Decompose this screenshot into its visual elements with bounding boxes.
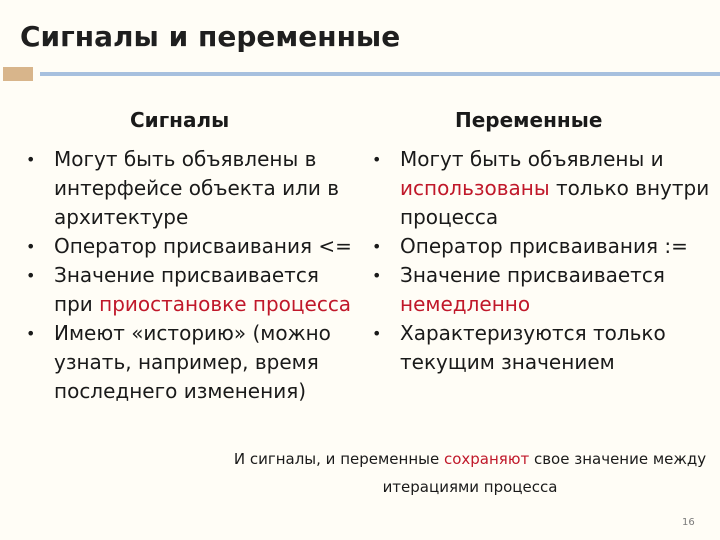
variables-item-text: Могут быть объявлены и — [400, 147, 664, 171]
variables-column — [372, 145, 712, 377]
bullet-icon: • — [372, 266, 382, 285]
bullet-icon: • — [26, 237, 36, 256]
variables-item-text: Значение присваивается — [400, 263, 665, 287]
variables-item-highlight: использованы — [400, 176, 550, 200]
footer-note — [230, 445, 710, 501]
variables-item-text-tail: только внутри процесса — [400, 176, 710, 229]
variables-heading: Переменные — [455, 108, 603, 132]
signals-item-text: Оператор присваивания <= — [54, 234, 352, 258]
variables-item — [372, 319, 712, 377]
variables-item-text: Характеризуются только текущим значением — [400, 321, 666, 374]
signals-item-text: Значение присваивается при — [54, 263, 319, 316]
bullet-icon: • — [372, 150, 382, 169]
title-accent-square — [3, 67, 33, 81]
signals-item-text: Имеют «историю» (можно узнать, например, время последнего изменения) — [54, 321, 331, 403]
bullet-icon: • — [26, 150, 36, 169]
footer-highlight: сохраняют — [443, 450, 530, 468]
signals-item-highlight: приостановке процесса — [99, 292, 352, 316]
bullet-icon: • — [26, 266, 36, 285]
variables-item — [372, 232, 712, 261]
bullet-icon: • — [372, 324, 382, 343]
variables-item-highlight: немедленно — [400, 292, 531, 316]
bullet-icon: • — [26, 324, 36, 343]
signals-item — [26, 232, 361, 261]
bullet-icon: • — [372, 237, 382, 256]
variables-item — [372, 145, 712, 232]
slide-title: Сигналы и переменные — [20, 20, 401, 53]
signals-item — [26, 319, 361, 406]
variables-item-text: Оператор присваивания := — [400, 234, 688, 258]
signals-item-text: Могут быть объявлены в интерфейсе объекта или в архитектуре — [54, 147, 340, 229]
variables-item — [372, 261, 712, 319]
signals-column — [26, 145, 361, 406]
signals-item — [26, 261, 361, 319]
title-underline — [40, 72, 720, 76]
signals-heading: Сигналы — [130, 108, 230, 132]
signals-item — [26, 145, 361, 232]
footer-text-tail: свое значение между итерациями процесса — [382, 450, 707, 496]
footer-text: И сигналы, и переменные — [233, 450, 444, 468]
page-number: 16 — [682, 517, 695, 528]
